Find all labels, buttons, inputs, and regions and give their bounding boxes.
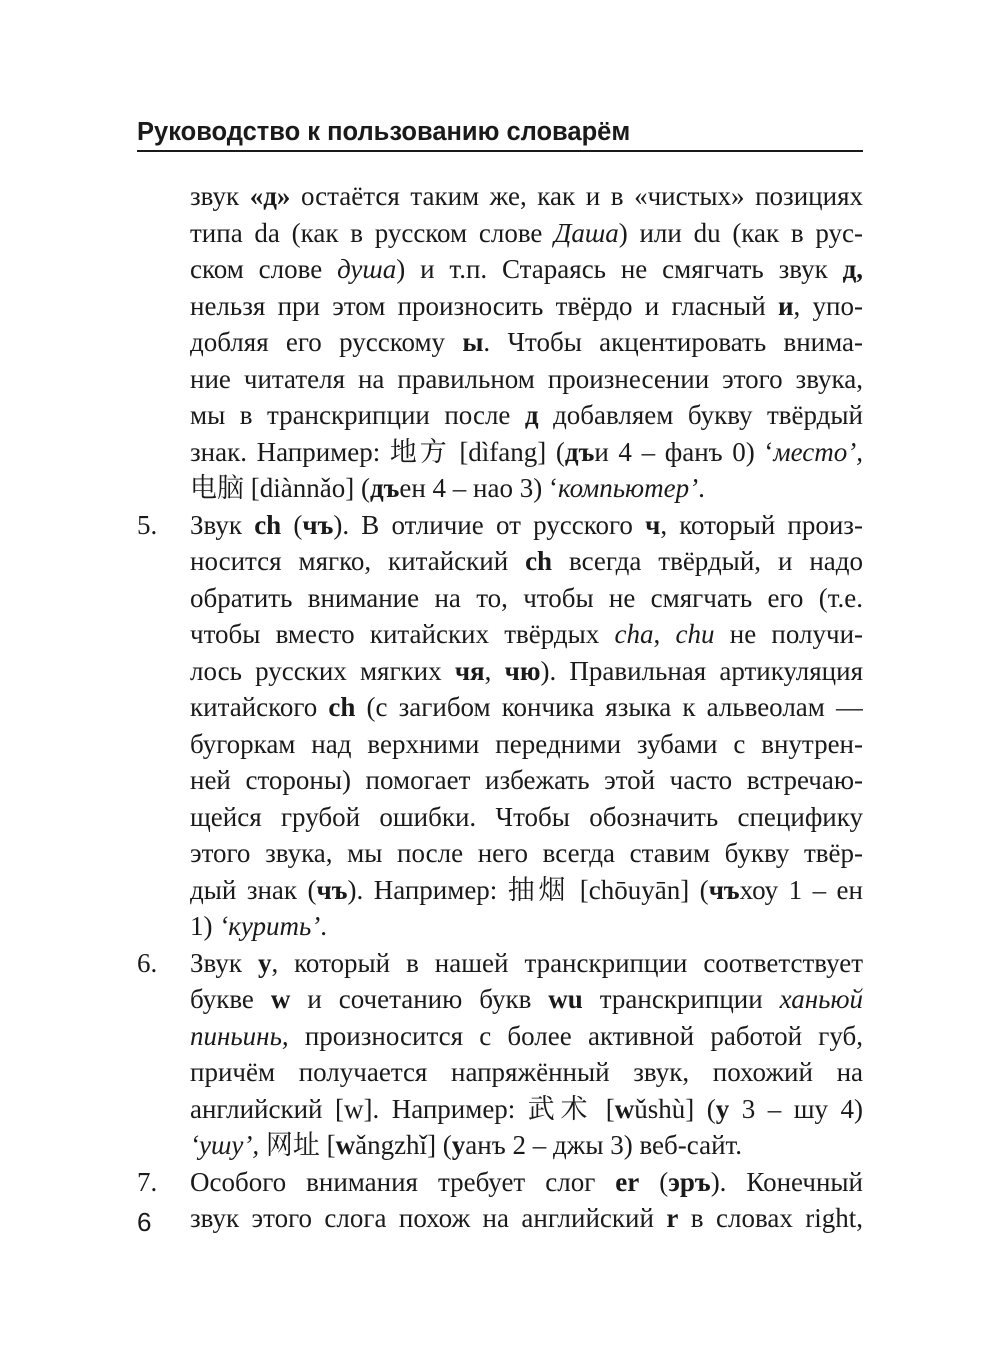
- text-run: транскрипции: [582, 984, 780, 1014]
- text-line: [137, 543, 863, 580]
- text-run: и: [777, 290, 794, 321]
- list-item-7-first-line: [137, 1164, 863, 1201]
- text-run: «д»: [249, 181, 291, 211]
- list-number-7: 7.: [137, 1166, 158, 1197]
- text-line: [137, 580, 863, 617]
- text-run: wu: [548, 984, 583, 1014]
- text-run: лось русских мягких: [190, 655, 455, 686]
- text-run: 网址 [: [259, 1130, 336, 1160]
- list-number-6: 6.: [137, 947, 158, 978]
- text-run: китайского: [190, 692, 329, 722]
- text-run: всегда твёрдый, и надо: [552, 546, 863, 576]
- text-run: этого звука, мы после него всегда ставим букву твёр-: [190, 838, 863, 868]
- text-run: ). В отличие от русского: [333, 509, 646, 540]
- list-item-5-first-line: [137, 507, 863, 544]
- text-run: чя: [454, 655, 485, 686]
- text-run: Звук: [190, 947, 258, 978]
- text-run: чъ: [302, 509, 334, 540]
- text-run: дъ: [369, 473, 400, 503]
- text-line: [137, 324, 863, 361]
- text-run: мы в транскрипции после: [190, 400, 525, 430]
- text-run: эръ: [668, 1166, 711, 1197]
- text-run: , который в нашей транскрипции соответствует: [271, 947, 863, 978]
- text-run: чъ: [316, 874, 348, 905]
- text-run: анъ 2 – джы 3) веб-сайт.: [465, 1130, 743, 1160]
- text-run: букве: [190, 984, 271, 1014]
- text-run: звук этого слога похож на английский: [190, 1203, 667, 1233]
- text-line: [137, 1091, 863, 1128]
- text-line: [137, 397, 863, 434]
- text-run: 1): [190, 911, 220, 941]
- text-line: [137, 178, 863, 215]
- text-run: нельзя при этом произносить твёрдо и гласный: [190, 290, 778, 321]
- text-run: чю: [504, 655, 541, 686]
- text-line: [137, 762, 863, 799]
- text-run: типа da (как в русском слове: [190, 217, 555, 248]
- text-run: 3 – шу 4): [729, 1093, 863, 1124]
- page-number: 6: [137, 1207, 152, 1237]
- text-run: Даша: [554, 217, 619, 248]
- text-run: ). Конечный: [710, 1166, 863, 1197]
- text-run: добавляем букву твёрдый: [538, 400, 863, 430]
- text-run: ) и т.п. Стараясь не смягчать звук: [396, 254, 843, 284]
- text-run: ǔshù] (: [634, 1093, 716, 1124]
- text-run: дъ: [564, 436, 595, 467]
- text-run: у: [451, 1130, 466, 1160]
- text-line: [137, 616, 863, 653]
- text-run: щейся грубой ошибки. Чтобы обозначить специфику: [190, 801, 863, 832]
- text-run: , который произ-: [660, 509, 863, 540]
- text-line: [137, 288, 863, 325]
- text-run: ,: [484, 655, 505, 686]
- text-run: английский [w]. Например: 武术 [: [190, 1093, 615, 1124]
- text-run: в словах right,: [678, 1203, 863, 1233]
- text-run: w: [270, 984, 291, 1014]
- text-run: ch: [254, 509, 282, 540]
- text-run: .: [320, 911, 328, 941]
- body-text: [137, 178, 863, 1237]
- text-line: [137, 361, 863, 398]
- text-run: обратить внимание на то, чтобы не смягчать его (т.е.: [190, 582, 863, 613]
- text-run: дый знак (: [190, 874, 317, 905]
- list-item-6-first-line: [137, 945, 863, 982]
- text-run: .: [698, 473, 705, 503]
- text-run: чъ: [708, 874, 740, 905]
- text-run: добляя его русскому: [190, 327, 463, 357]
- text-line: [137, 470, 863, 507]
- text-run: w: [335, 1130, 356, 1160]
- text-line: [137, 434, 863, 471]
- text-line: [137, 872, 863, 909]
- text-run: хоу 1 – ен: [739, 874, 863, 905]
- text-run: ском слове: [190, 254, 338, 284]
- text-line: [137, 726, 863, 763]
- text-run: и 4 – фанъ 0) ‘: [594, 436, 774, 467]
- text-run: у: [257, 947, 272, 978]
- text-run: ч: [645, 509, 661, 540]
- text-run: ы: [462, 327, 484, 357]
- text-line: [137, 251, 863, 288]
- running-header-title: Руководство к пользованию словарём: [137, 118, 631, 146]
- text-run: у: [715, 1093, 730, 1124]
- text-line: [137, 908, 863, 945]
- text-run: ен 4 – нао 3) ‘: [399, 473, 558, 503]
- text-run: . Чтобы акцентировать внима-: [483, 327, 863, 357]
- text-run: компьютер’: [557, 473, 699, 503]
- text-run: Звук: [190, 509, 255, 540]
- text-run: звук: [190, 181, 250, 211]
- text-run: носится мягко, китайский: [190, 546, 526, 576]
- text-run: (: [639, 1166, 669, 1197]
- text-line: [137, 689, 863, 726]
- text-run: ней стороны) помогает избежать этой часто встречаю-: [190, 765, 863, 795]
- text-line: [137, 1127, 863, 1164]
- text-run: знак. Например: 地方 [dìfang] (: [190, 436, 565, 467]
- text-run: ) или du (как в рус-: [618, 217, 863, 248]
- text-run: остаётся таким же, как и в «чистых» позициях: [290, 181, 863, 211]
- text-run: ние читателя на правильном произнесении этого звука,: [190, 363, 863, 394]
- text-run: ханьюй: [779, 984, 863, 1014]
- text-run: д,: [842, 254, 863, 284]
- text-run: chu: [675, 619, 715, 649]
- text-line: [137, 835, 863, 872]
- text-run: (с загибом кончика языка к альвеолам —: [355, 692, 863, 722]
- text-run: r: [666, 1203, 679, 1233]
- text-run: причём получается напряжённый звук, похожий на: [190, 1057, 863, 1087]
- text-line: [137, 1200, 863, 1237]
- text-run: ‘курить’: [219, 911, 321, 941]
- text-run: ‘ушу’,: [190, 1130, 260, 1160]
- text-run: не получи-: [714, 619, 863, 649]
- text-run: д: [524, 400, 539, 430]
- text-run: 电脑 [diànnǎo] (: [190, 473, 370, 503]
- text-run: w: [614, 1093, 635, 1124]
- text-line: [137, 1054, 863, 1091]
- text-line: [137, 653, 863, 690]
- text-line: [137, 799, 863, 836]
- text-run: cha: [614, 619, 654, 649]
- text-run: душа: [337, 254, 397, 284]
- text-run: и сочетанию букв: [290, 984, 549, 1014]
- text-run: произносится с более активной работой губ,: [288, 1020, 863, 1051]
- text-run: ). Например: 抽烟 [chōuyān] (: [347, 874, 709, 905]
- text-run: ǎngzhǐ] (: [355, 1130, 452, 1160]
- text-line: [137, 215, 863, 252]
- text-run: место’,: [773, 436, 863, 467]
- text-run: пиньинь,: [190, 1020, 289, 1051]
- text-run: ch: [525, 546, 553, 576]
- text-run: чтобы вместо китайских твёрдых: [190, 619, 615, 649]
- text-line: [137, 981, 863, 1018]
- text-run: Особого внимания требует слог: [190, 1166, 616, 1197]
- text-line: [137, 1018, 863, 1055]
- text-run: er: [615, 1166, 640, 1197]
- text-run: ). Правильная артикуляция: [540, 655, 863, 686]
- list-number-5: 5.: [137, 509, 158, 540]
- text-run: ,: [653, 619, 676, 649]
- running-header: [137, 116, 863, 152]
- text-run: (: [281, 509, 303, 540]
- text-run: ch: [328, 692, 356, 722]
- text-run: бугоркам над верхними передними зубами с внутрен-: [190, 728, 863, 759]
- text-run: , упо-: [793, 290, 863, 321]
